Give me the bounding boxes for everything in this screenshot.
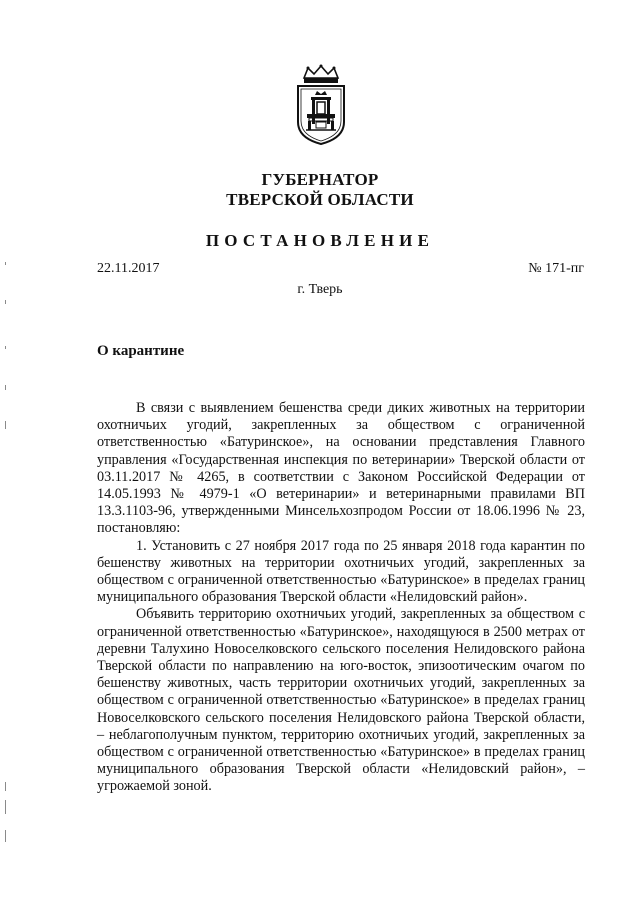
document-city: г. Тверь	[297, 282, 343, 297]
scan-edge-mark	[5, 262, 6, 265]
tver-coat-of-arms-icon	[292, 64, 350, 146]
scan-edge-mark	[5, 385, 6, 390]
document-body	[97, 400, 585, 796]
document-date: 22.11.2017	[97, 261, 160, 276]
document-title: О карантине	[97, 343, 185, 359]
scan-edge-mark	[5, 346, 6, 349]
scan-edge-mark	[5, 421, 6, 429]
body-paragraph: Объявить территорию охотничьих угодий, закрепленных за обществом с ограниченной ответственностью «Батуринское», находящуюся в 2500 метрах от деревни Талухино Новоселковского сельского поселения Нелидовского района Тверской области по направлению на юго-восток, эпизоотическим очагом по бешенству животных, часть территории охотничьих угодий, закрепленных за обществом с ограниченной ответственностью «Батуринское» в пределах границ Новоселковского сельского поселения Нелидовского района Тверской области, – неблагополучным пунктом, территорию охотничьих угодий, закрепленных за обществом с ограниченной ответственностью «Батуринское» в пределах границ муниципального образования Тверской области «Нелидовский район», – угрожаемой зоной.	[97, 606, 585, 795]
authority-region: ТВЕРСКОЙ ОБЛАСТИ	[226, 190, 414, 209]
document-type-heading: ПОСТАНОВЛЕНИЕ	[205, 231, 435, 250]
scan-edge-mark	[5, 782, 6, 791]
scan-edge-mark	[5, 300, 6, 304]
scan-edge-mark	[5, 830, 6, 842]
body-paragraph: 1. Установить с 27 ноября 2017 года по 25 января 2018 года карантин по бешенству животных на территории охотничьих угодий, закрепленных за обществом с ограниченной ответственностью «Батуринское» в пределах границ муниципального образования Тверской области «Нелидовский район».	[97, 537, 585, 606]
document-number: № 171-пг	[528, 261, 584, 276]
body-paragraph: В связи с выявлением бешенства среди диких животных на территории охотничьих угодий, закрепленных за обществом с ограниченной ответственностью «Батуринское», на основании представления Главного управления «Государственная инспекция по ветеринарии» Тверской области от 03.11.2017 № 4265, в соответствии с Законом Российской Федерации от 14.05.1993 № 4979-1 «О ветеринарии» и ветеринарными правилами ВП 13.3.1103-96, утвержденными Минсельхозпродом России от 18.06.1996 № 23, постановляю:	[97, 400, 585, 537]
authority-name: ГУБЕРНАТОР	[261, 170, 379, 189]
scan-edge-mark	[5, 800, 6, 814]
